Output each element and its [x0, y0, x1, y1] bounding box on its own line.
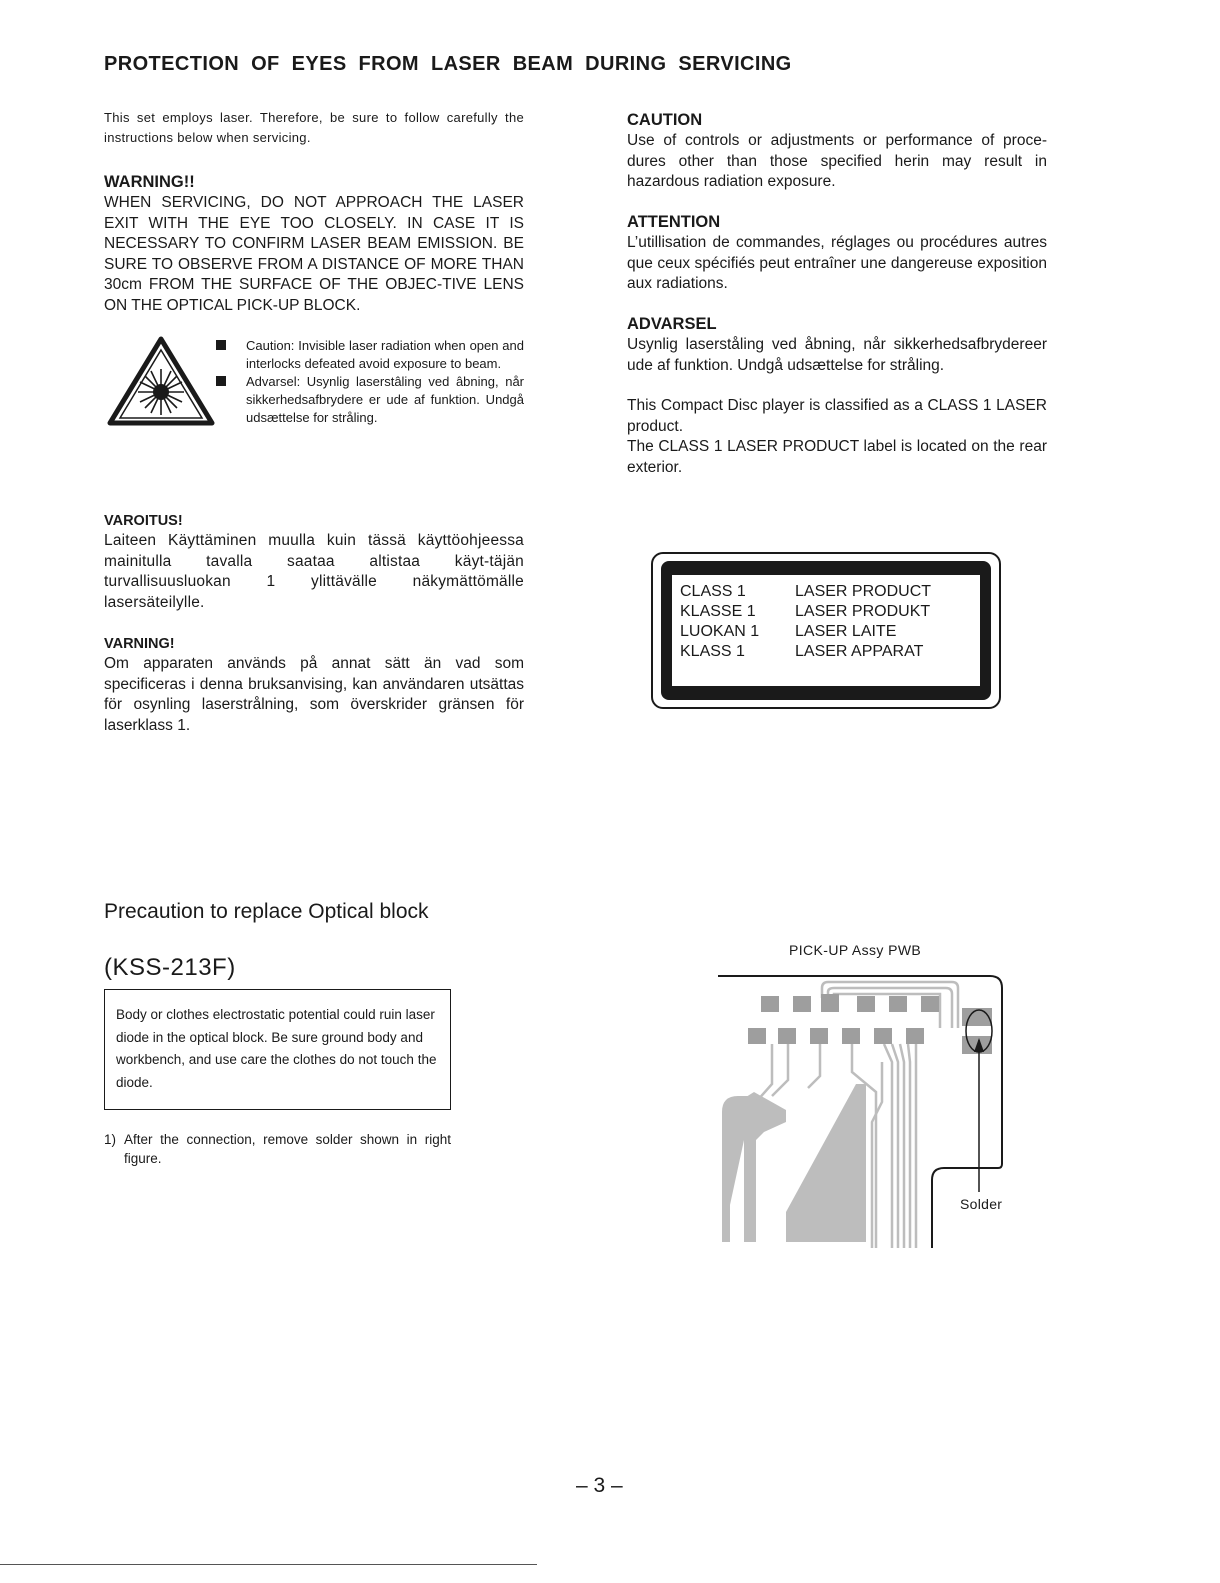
page-number: – 3 –	[576, 1474, 623, 1497]
label-product: LASER LAITE	[795, 623, 897, 640]
table-row	[680, 602, 931, 622]
label-location-text: The CLASS 1 LASER PRODUCT label is located on the rear exterior.	[627, 438, 1047, 476]
caution-text: Use of controls or adjustments or performance of proce-dures other than those specified herin may result in hazardous radiation exposure.	[627, 132, 1047, 190]
list-item	[216, 337, 524, 373]
caution-section	[627, 109, 1047, 193]
attention-text: L’utillisation de commandes, réglages ou procédures autres que ceux spécifiés peut entraîner une dangereuse exposition aux radiations.	[627, 234, 1047, 292]
label-product: LASER PRODUKT	[795, 603, 931, 620]
advarsel-heading: ADVARSEL	[627, 315, 717, 333]
varning-heading: VARNING!	[104, 636, 175, 652]
label-class: CLASS 1	[680, 583, 746, 600]
list-item	[216, 373, 524, 427]
label-class: KLASS 1	[680, 643, 745, 660]
model-number: (KSS-213F)	[104, 954, 236, 981]
laser-hazard-icon	[106, 335, 216, 427]
laser-warning-symbol	[106, 335, 216, 427]
bottom-divider	[0, 1564, 537, 1565]
advarsel-section	[627, 313, 1047, 376]
solder-label: Solder	[960, 1196, 1003, 1212]
varning-section	[104, 634, 524, 736]
label-class: KLASSE 1	[680, 603, 756, 620]
class-text: This Compact Disc player is classified as a CLASS 1 LASER product.	[627, 397, 1047, 435]
caution-heading: CAUTION	[627, 111, 703, 129]
electrostatic-warning-text: Body or clothes electrostatic potential could ruin laser diode in the optical block. Be sure ground body and workbench, and use care the clothes do not touch the diode.	[116, 1007, 437, 1090]
label-class: LUOKAN 1	[680, 623, 760, 640]
attention-section	[627, 211, 1047, 295]
label-table	[680, 582, 931, 662]
electrostatic-warning-box	[104, 989, 451, 1110]
figure-caption: PICK-UP Assy PWB	[789, 942, 922, 958]
varoitus-section	[104, 511, 524, 613]
table-row	[680, 642, 931, 662]
varoitus-text: Laiteen Käyttäminen muulla kuin tässä käyttöohjeessa mainitulla tavalla saataa altistaa käyt-täjän turvallisuusluokan 1 ylittävälle näkymättömälle lasersäteilylle.	[104, 532, 524, 611]
label-product: LASER APPARAT	[795, 643, 924, 660]
varoitus-heading: VAROITUS!	[104, 513, 183, 529]
instruction-note	[104, 1130, 451, 1168]
intro-text: This set employs laser. Therefore, be sure to follow carefully the instructions below when servicing.	[104, 110, 524, 145]
varning-text: Om apparaten används på annat sätt än vad som specificeras i denna bruksanvising, kan användaren utsättas för osynling laserstrålning, som överskrider gränsen för laserklass 1.	[104, 655, 524, 734]
note-number: 1)	[104, 1132, 117, 1147]
table-row	[680, 622, 931, 642]
precaution-title: Precaution to replace Optical block	[104, 900, 429, 923]
class-info-section	[627, 396, 1047, 478]
square-bullet-icon	[216, 340, 226, 350]
warning-text: WHEN SERVICING, DO NOT APPROACH THE LASER EXIT WITH THE EYE TOO CLOSELY. IN CASE IT IS NECESSARY TO CONFIRM LASER BEAM EMISSION. BE SURE TO OBSERVE FROM A DISTANCE OF MORE THAN 30cm FROM THE SURFACE OF THE OBJEC-TIVE LENS ON THE OPTICAL PICK-UP BLOCK.	[104, 194, 524, 314]
laser-caution-list	[216, 337, 524, 427]
bullet-text: Caution: Invisible laser radiation when open and interlocks defeated avoid exposure to beam.	[246, 338, 524, 371]
label-product: LASER PRODUCT	[795, 583, 932, 600]
laser-product-label	[651, 552, 1001, 709]
table-row	[680, 582, 931, 602]
label-text-area	[672, 575, 980, 686]
warning-section	[104, 171, 524, 316]
bullet-text: Advarsel: Usynlig laserstâling ved âbning, når sikkerhedsafbrydere er ude af funktion. Undgå udsættelse for stråling.	[246, 374, 524, 425]
warning-heading: WARNING!!	[104, 173, 195, 191]
attention-heading: ATTENTION	[627, 213, 721, 231]
advarsel-text: Usynlig laserståling ved åbning, når sikkerhedsafbrydereer ude af funktion. Undgå udsættelse for stråling.	[627, 336, 1047, 374]
page-title: PROTECTION OF EYES FROM LASER BEAM DURING SERVICING	[104, 53, 792, 75]
note-text: After the connection, remove solder shown in right figure.	[124, 1132, 451, 1166]
intro-section	[104, 108, 524, 148]
square-bullet-icon	[216, 376, 226, 386]
